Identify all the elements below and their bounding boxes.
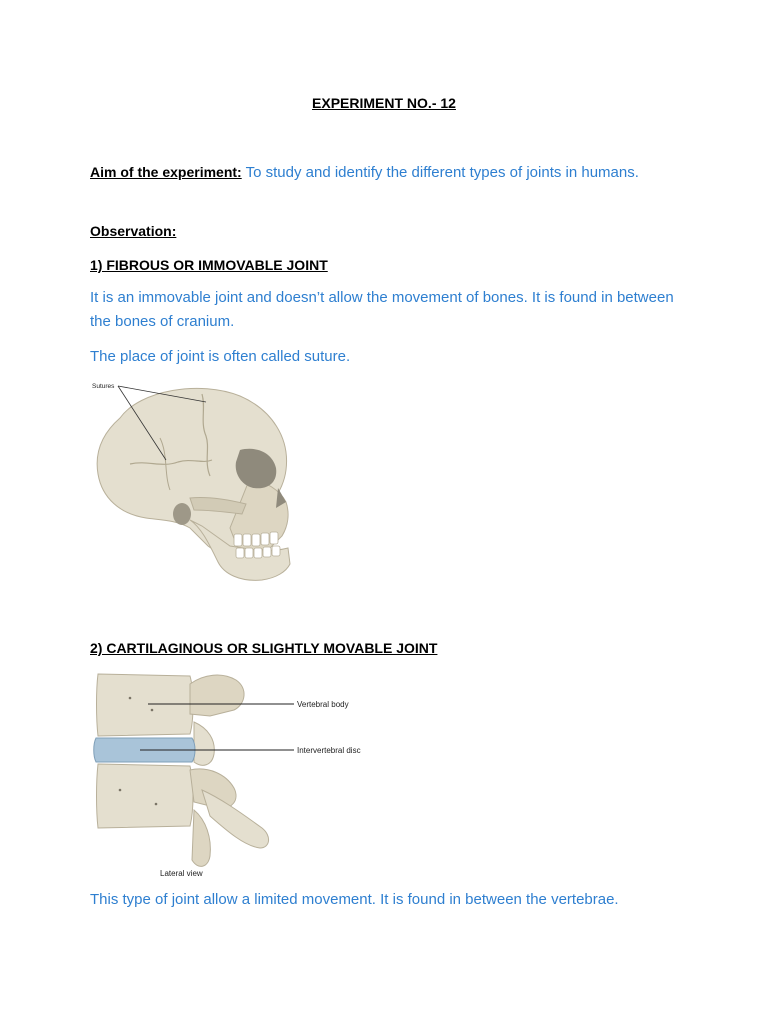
section2-heading	[90, 636, 680, 661]
skull-figure	[90, 378, 300, 593]
observation-heading	[90, 219, 680, 244]
vertebral-body-label: Vertebral body	[297, 700, 349, 709]
aim-text: To study and identify the different types of joints in humans.	[245, 164, 639, 181]
vertebra-illustration	[90, 670, 370, 882]
section2-paragraph: This type of joint allow a limited movement. It is found in between the vertebrae.	[90, 891, 619, 908]
section1-paragraph2: The place of joint is often called suture.	[90, 348, 351, 365]
document-title	[0, 95, 768, 111]
title-text: EXPERIMENT NO.- 12	[312, 95, 456, 111]
section1-heading-text: 1) FIBROUS OR IMMOVABLE JOINT	[90, 257, 328, 273]
section2-heading-text: 2) CARTILAGINOUS OR SLIGHTLY MOVABLE JOINT	[90, 640, 438, 656]
observation-label: Observation:	[90, 223, 177, 239]
vertebra-figure	[90, 670, 370, 882]
lateral-view-label: Lateral view	[160, 869, 203, 878]
sutures-label: Sutures	[92, 383, 115, 390]
skull-illustration	[90, 378, 300, 593]
section1-heading	[90, 253, 680, 278]
aim-paragraph	[90, 160, 680, 185]
aim-label: Aim of the experiment:	[90, 164, 242, 180]
section1-paragraph1: It is an immovable joint and doesn’t allow the movement of bones. It is found in between the bones of cranium.	[90, 289, 674, 330]
intervertebral-disc-label: Intervertebral disc	[297, 746, 361, 755]
